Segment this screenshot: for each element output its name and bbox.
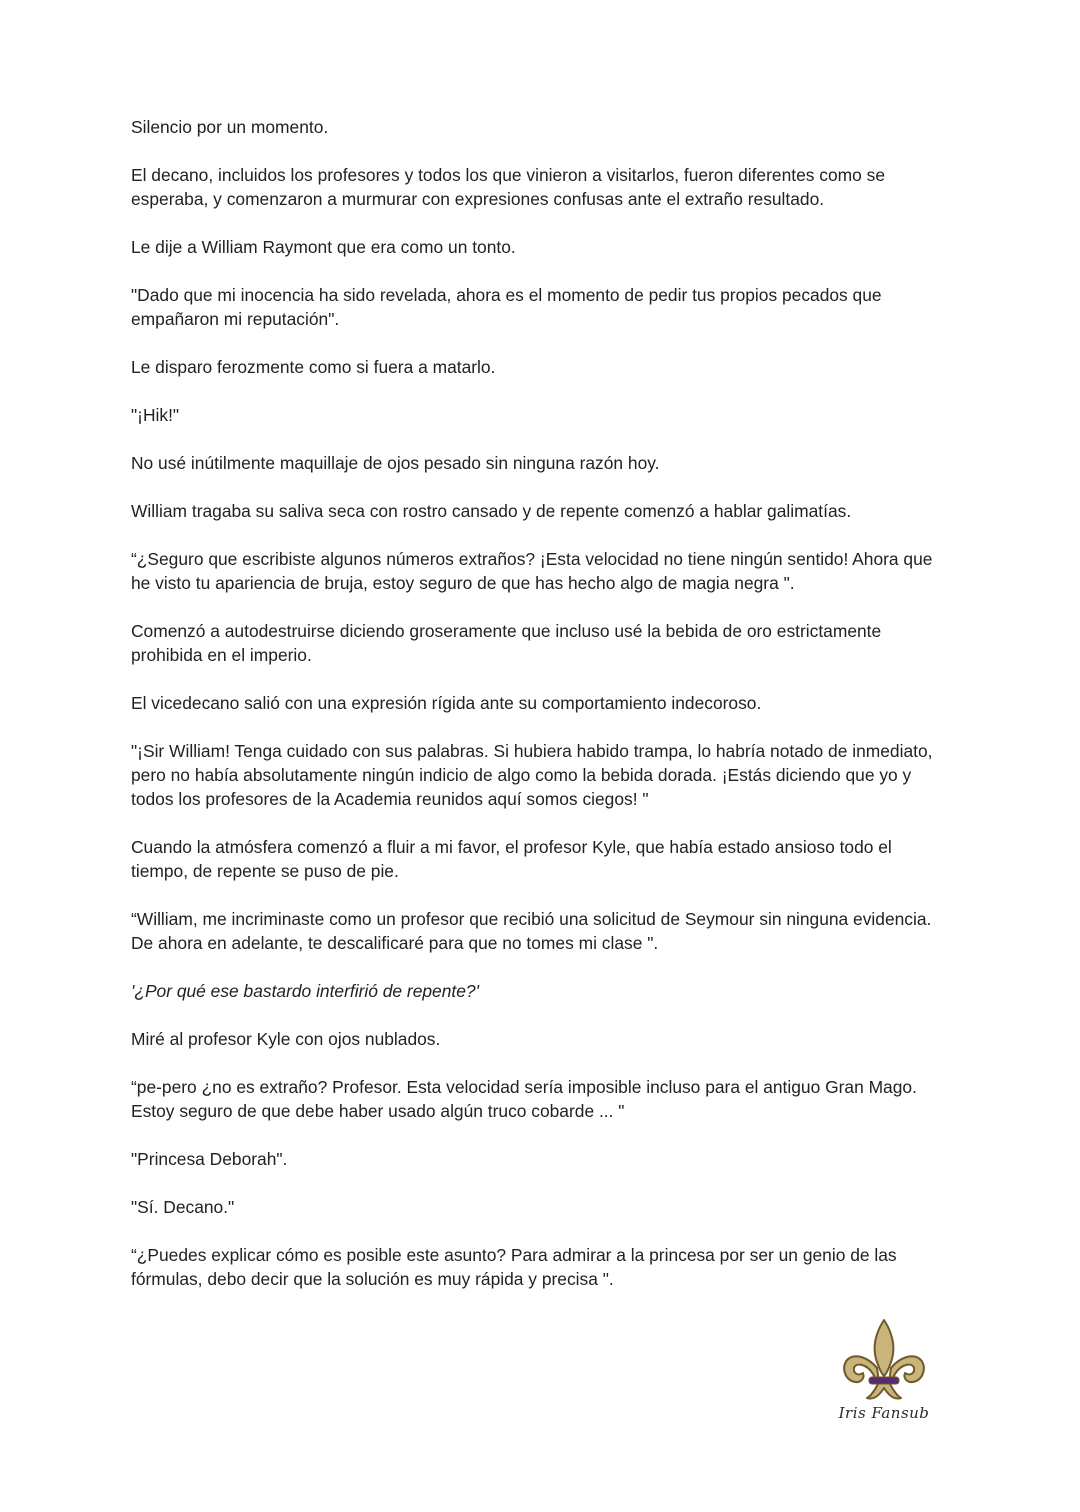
logo-label: Iris Fansub — [838, 1404, 930, 1422]
paragraph: El vicedecano salió con una expresión rígida ante su comportamiento indecoroso. — [131, 693, 762, 713]
paragraph: El decano, incluidos los profesores y todos los que vinieron a visitarlos, fueron diferentes como se esperaba, y comenzaron a murmurar con expresiones confusas ante el extraño resultado. — [131, 165, 885, 209]
paragraph: William tragaba su saliva seca con rostro cansado y de repente comenzó a hablar galimatías. — [131, 501, 852, 521]
paragraph: “¿Puedes explicar cómo es posible este asunto? Para admirar a la princesa por ser un genio de las fórmulas, debo decir que la solución es muy rápida y precisa ". — [131, 1245, 897, 1289]
watermark-logo — [832, 1318, 936, 1430]
document-body — [131, 115, 951, 1315]
paragraph: '¿Por qué ese bastardo interfirió de repente?' — [131, 981, 479, 1001]
paragraph: "Princesa Deborah". — [131, 1149, 288, 1169]
paragraph: “pe-pero ¿no es extraño? Profesor. Esta velocidad sería imposible incluso para el antiguo Gran Mago. Estoy seguro de que debe haber usado algún truco cobarde ... " — [131, 1077, 917, 1121]
paragraph: “¿Seguro que escribiste algunos números extraños? ¡Esta velocidad no tiene ningún sentido! Ahora que he visto tu apariencia de bruja, estoy seguro de que has hecho algo de magia negra ". — [131, 549, 933, 593]
paragraph: Silencio por un momento. — [131, 117, 329, 137]
paragraph: "¡Hik!" — [131, 405, 180, 425]
paragraph: "Dado que mi inocencia ha sido revelada, ahora es el momento de pedir tus propios pecados que empañaron mi reputación". — [131, 285, 882, 329]
paragraph: Le disparo ferozmente como si fuera a matarlo. — [131, 357, 496, 377]
paragraph: "Sí. Decano." — [131, 1197, 235, 1217]
paragraph: Miré al profesor Kyle con ojos nublados. — [131, 1029, 441, 1049]
paragraph: No usé inútilmente maquillaje de ojos pesado sin ninguna razón hoy. — [131, 453, 660, 473]
paragraph: "¡Sir William! Tenga cuidado con sus palabras. Si hubiera habido trampa, lo habría notado de inmediato, pero no había absolutamente ningún indicio de algo como la bebida dorada. ¡Estás diciendo que yo y todos los profesores de la Academia reunidos aquí somos ciegos! " — [131, 741, 933, 809]
fleur-de-lis-icon — [839, 1318, 929, 1404]
paragraph: “William, me incriminaste como un profesor que recibió una solicitud de Seymour sin ninguna evidencia. De ahora en adelante, te descalificaré para que no tomes mi clase ". — [131, 909, 932, 953]
paragraph: Le dije a William Raymont que era como un tonto. — [131, 237, 516, 257]
paragraph: Comenzó a autodestruirse diciendo groseramente que incluso usé la bebida de oro estrictamente prohibida en el imperio. — [131, 621, 882, 665]
paragraph: Cuando la atmósfera comenzó a fluir a mi favor, el profesor Kyle, que había estado ansioso todo el tiempo, de repente se puso de pie. — [131, 837, 892, 881]
